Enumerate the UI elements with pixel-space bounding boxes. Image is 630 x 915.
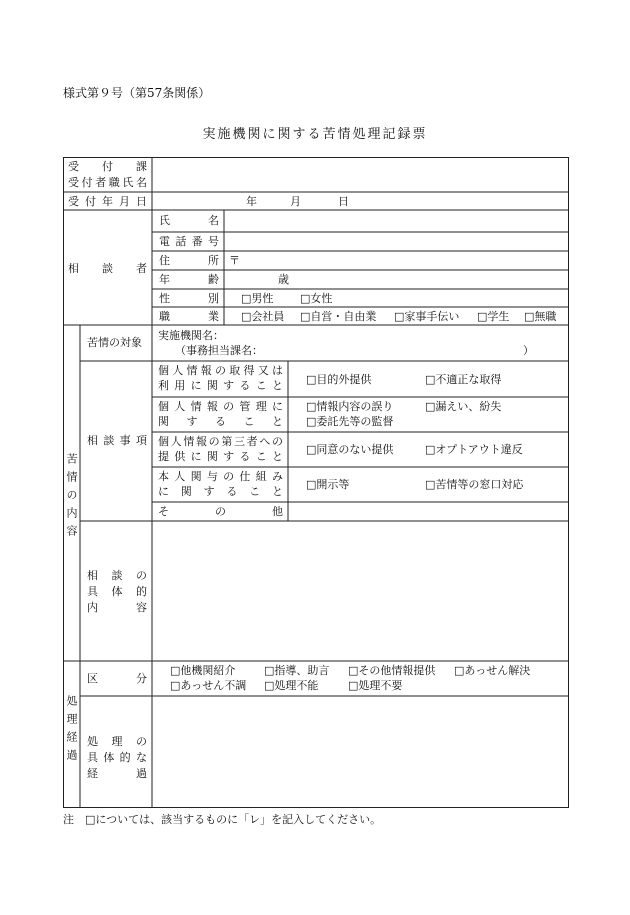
option-unauthorized-provision[interactable]: □目的外提供 [306, 373, 372, 386]
category-acquisition-line1: 個人情報の取得又は [158, 364, 283, 377]
occupation-option-employee[interactable]: □会社員 [241, 310, 285, 323]
consultant-phone-label: 電話番号 [159, 235, 219, 248]
option-disclosure[interactable]: □開示等 [306, 478, 350, 491]
processing-details-label-3: 経過 [87, 767, 147, 780]
consultation-category-label: 相談事項 [87, 434, 147, 447]
complaint-details-label-2: 具体的 [87, 585, 147, 598]
category-third-party-line1: 個人情報の第三者への [158, 435, 283, 448]
form-number-label: 様式第９号（第57条関係） [63, 86, 211, 100]
footnote: 注 □については、該当するものに「レ」を記入してください。 [63, 813, 382, 826]
date-day-label: 日 [338, 195, 349, 208]
date-month-label: 月 [290, 195, 301, 208]
consultant-address-label: 住所 [159, 254, 219, 267]
division-option-referral[interactable]: □他機関紹介 [170, 664, 236, 677]
category-third-party-line2: 提供に関すること [158, 450, 283, 463]
consultant-group-label: 相談者 [68, 262, 147, 275]
option-leak-loss[interactable]: □漏えい、紛失 [425, 400, 502, 413]
reception-section-label: 受 付 課 [68, 160, 147, 173]
division-option-guidance[interactable]: □指導、助言 [264, 664, 330, 677]
division-option-impossible[interactable]: □処理不能 [264, 679, 319, 692]
processing-group-label: 処理経過 [65, 695, 78, 767]
division-option-mediation-failed[interactable]: □あっせん不調 [170, 679, 247, 692]
category-involvement-line2: に関すること [158, 485, 283, 498]
age-unit: 歳 [278, 273, 289, 286]
department-close: ） [523, 344, 534, 357]
consultant-name-label: 氏名 [159, 214, 219, 227]
division-option-other-info[interactable]: □その他情報提供 [348, 664, 436, 677]
option-complaint-window[interactable]: □苦情等の窓口対応 [425, 478, 524, 491]
consultant-sex-label: 性別 [159, 292, 219, 305]
consultant-age-label: 年齢 [159, 273, 219, 286]
option-information-error[interactable]: □情報内容の誤り [306, 400, 394, 413]
division-option-unnecessary[interactable]: □処理不要 [348, 679, 403, 692]
category-acquisition-line2: 利用に関すること [158, 379, 283, 392]
option-contractor-supervision[interactable]: □委託先等の監督 [306, 415, 394, 428]
complaint-record-table [63, 157, 569, 808]
processing-division-label: 区分 [87, 672, 147, 685]
category-other: その他 [158, 505, 283, 518]
processing-details-label-2: 具体的な [87, 751, 147, 764]
option-improper-acquisition[interactable]: □不適正な取得 [425, 373, 502, 386]
category-management-line1: 個人情報の管理に [158, 400, 283, 413]
processing-details-label-1: 処理の [87, 735, 147, 748]
postal-mark: 〒 [229, 254, 240, 267]
occupation-option-self-employed[interactable]: □自営・自由業 [300, 310, 377, 323]
sex-option-male[interactable]: □男性 [241, 292, 274, 305]
reception-staff-label: 受付者職氏名 [68, 176, 147, 189]
complaint-details-label-1: 相談の [87, 569, 147, 582]
reception-date-label: 受付年月日 [68, 195, 147, 208]
category-involvement-line1: 本人関与の仕組み [158, 470, 283, 483]
consultant-occupation-label: 職業 [159, 310, 219, 323]
occupation-option-student[interactable]: □学生 [477, 310, 510, 323]
form-title: 実施機関に関する苦情処理記録票 [202, 127, 428, 142]
option-no-consent-provision[interactable]: □同意のない提供 [306, 443, 394, 456]
category-management-line2: 関すること [158, 415, 283, 428]
sex-option-female[interactable]: □女性 [300, 292, 333, 305]
occupation-option-household[interactable]: □家事手伝い [394, 310, 460, 323]
complaint-details-label-3: 内容 [87, 601, 147, 614]
occupation-option-unemployed[interactable]: □無職 [524, 310, 557, 323]
option-opt-out-violation[interactable]: □オプトアウト違反 [425, 443, 523, 456]
date-year-label: 年 [246, 195, 257, 208]
complaint-group-label: 苦情の内容 [65, 453, 78, 543]
division-option-mediation-resolved[interactable]: □あっせん解決 [454, 664, 531, 677]
agency-name-label: 実施機関名： [158, 329, 224, 342]
complaint-target-label: 苦情の対象 [87, 336, 142, 349]
department-label: （事務担当課名： [175, 344, 263, 357]
